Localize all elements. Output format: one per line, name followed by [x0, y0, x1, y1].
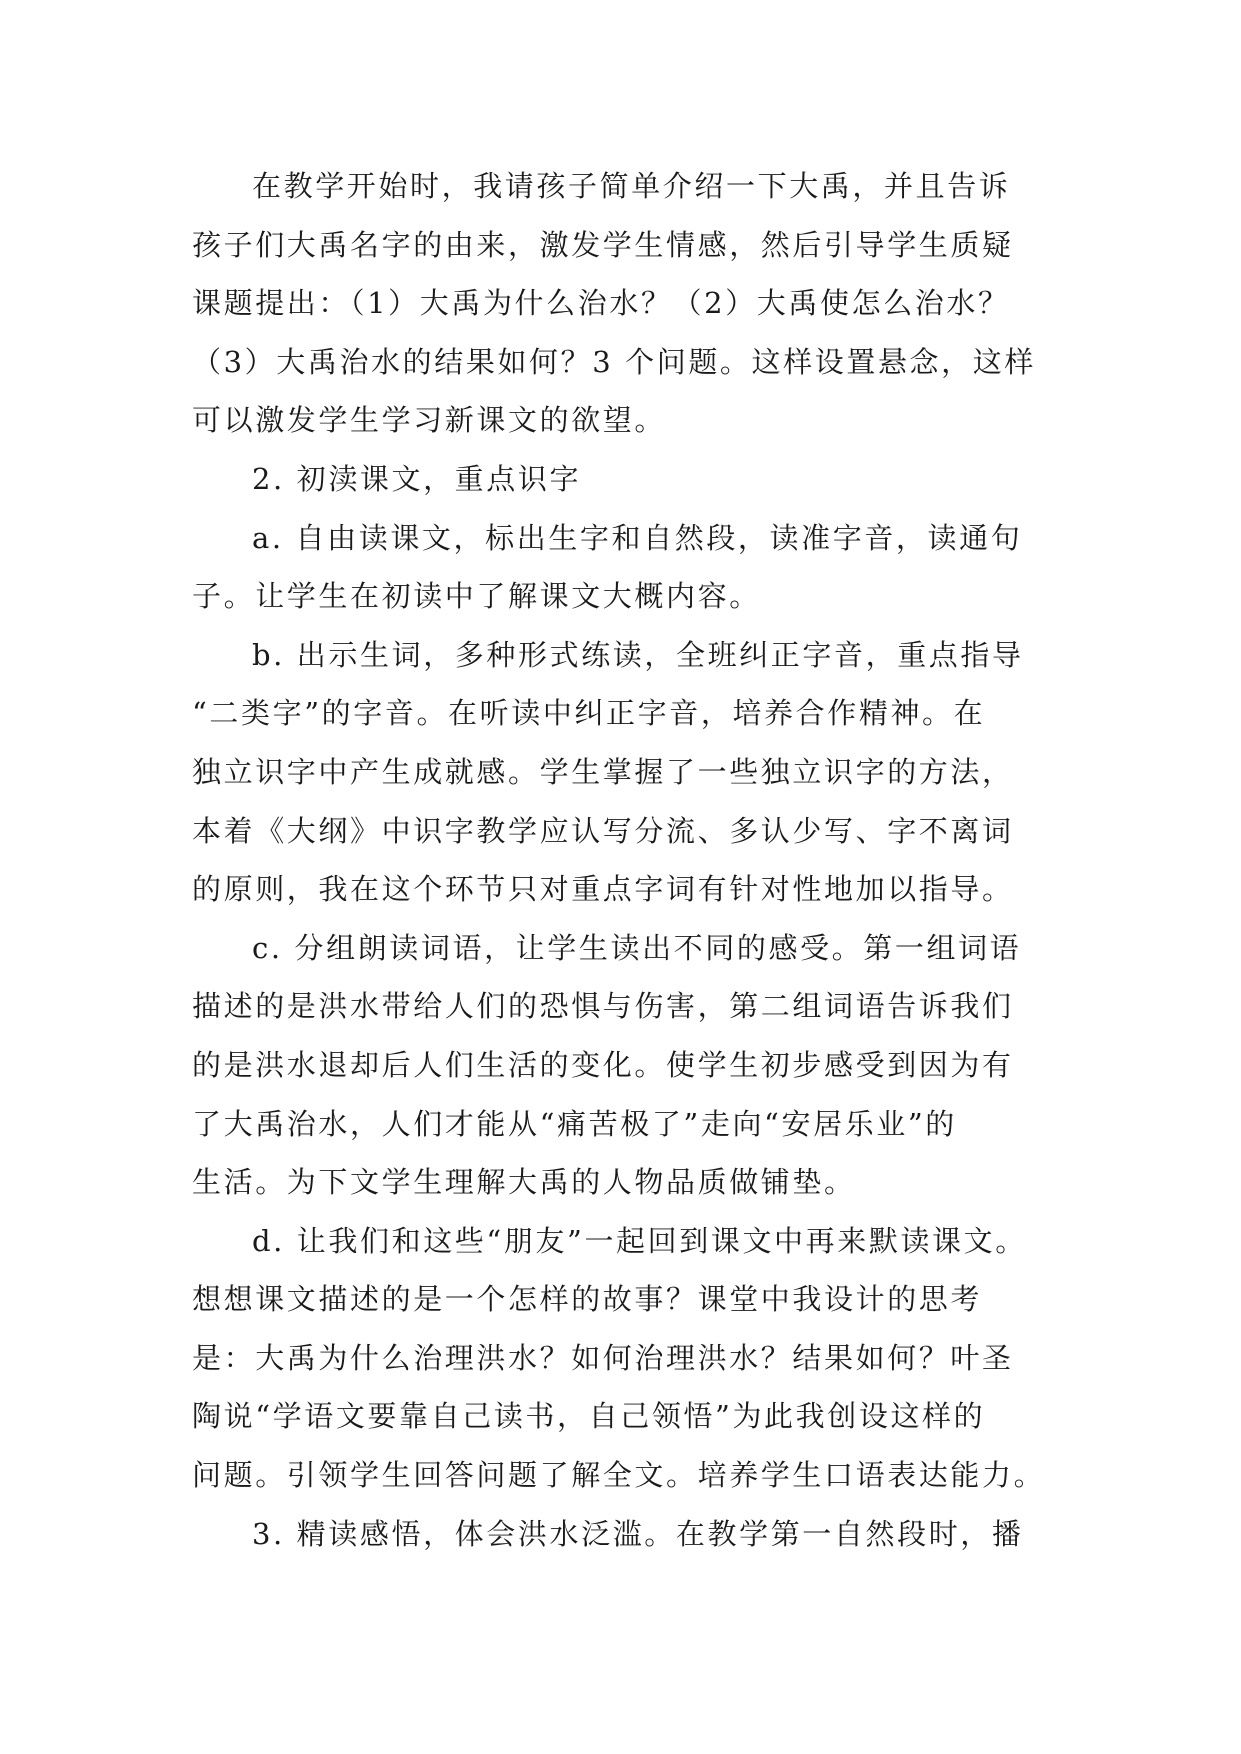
paragraph-item-a	[192, 509, 1052, 626]
text-line: d. 让我们和这些“朋友”一起回到课文中再来默读课文。	[252, 1223, 1027, 1258]
text-line: 2. 初渎课文，重点识字	[252, 461, 582, 496]
paragraph-section-heading-3	[192, 1505, 1052, 1564]
paragraph-section-heading-2	[192, 450, 1052, 509]
paragraph-item-b	[192, 626, 1052, 919]
text-line: 可以激发学生学习新课文的欲望。	[192, 403, 667, 438]
text-line: 子。让学生在初读中了解课文大概内容。	[192, 579, 761, 614]
text-line: 本着《大纲》中识字教学应认写分流、多认少写、字不离词	[192, 813, 1014, 848]
text-line: 描述的是洪水带给人们的恐惧与伤害，第二组词语告诉我们	[192, 989, 1014, 1024]
text-line: “二类字”的字音。在听读中纠正字音，培养合作精神。在	[192, 696, 986, 731]
text-line: 孩子们大禹名字的由来，激发学生情感，然后引导学生质疑	[192, 227, 1014, 262]
text-line: 独立识字中产生成就感。学生掌握了一些独立识字的方法，	[192, 754, 1014, 789]
text-line: 生活。为下文学生理解大禹的人物品质做铺垫。	[192, 1165, 856, 1200]
text-line: 的原则，我在这个环节只对重点字词有针对性地加以指导。	[192, 872, 1014, 907]
text-line: 课题提出：（1）大禹为什么治水？（2）大禹使怎么治水？	[192, 286, 1010, 321]
document-page	[192, 157, 1052, 1563]
text-line: 陶说“学语文要靠自己读书，自己领悟”为此我创设这样的	[192, 1399, 986, 1434]
text-line: 在教学开始时，我请孩子简单介绍一下大禹，并且告诉	[252, 169, 1011, 203]
text-line: b. 出示生词，多种形式练读，全班纠正字音，重点指导	[252, 637, 1024, 672]
text-line: 的是洪水退却后人们生活的变化。使学生初步感受到因为有	[192, 1047, 1014, 1082]
text-line: （3）大禹治水的结果如何？3 个问题。这样设置悬念，这样	[192, 344, 1036, 379]
text-line: 了大禹治水，人们才能从“痛苦极了”走向“安居乐业”的	[192, 1106, 957, 1141]
text-line: c. 分组朗读词语，让学生读出不同的感受。第一组词语	[252, 930, 1022, 965]
paragraph-item-c	[192, 919, 1052, 1212]
text-line: 是：大禹为什么治理洪水？如何治理洪水？结果如何？叶圣	[192, 1340, 1014, 1375]
text-line: a. 自由读课文，标出生字和自然段，读准字音，读通句	[252, 520, 1023, 555]
text-line: 问题。引领学生回答问题了解全文。培养学生口语表达能力。	[192, 1458, 1046, 1493]
text-line: 想想课文描述的是一个怎样的故事？课堂中我设计的思考	[192, 1282, 983, 1317]
text-line: 3. 精读感悟，体会洪水泛滥。在教学第一自然段时，播	[252, 1516, 1024, 1551]
paragraph-item-d	[192, 1212, 1052, 1505]
paragraph-intro	[192, 157, 1052, 450]
